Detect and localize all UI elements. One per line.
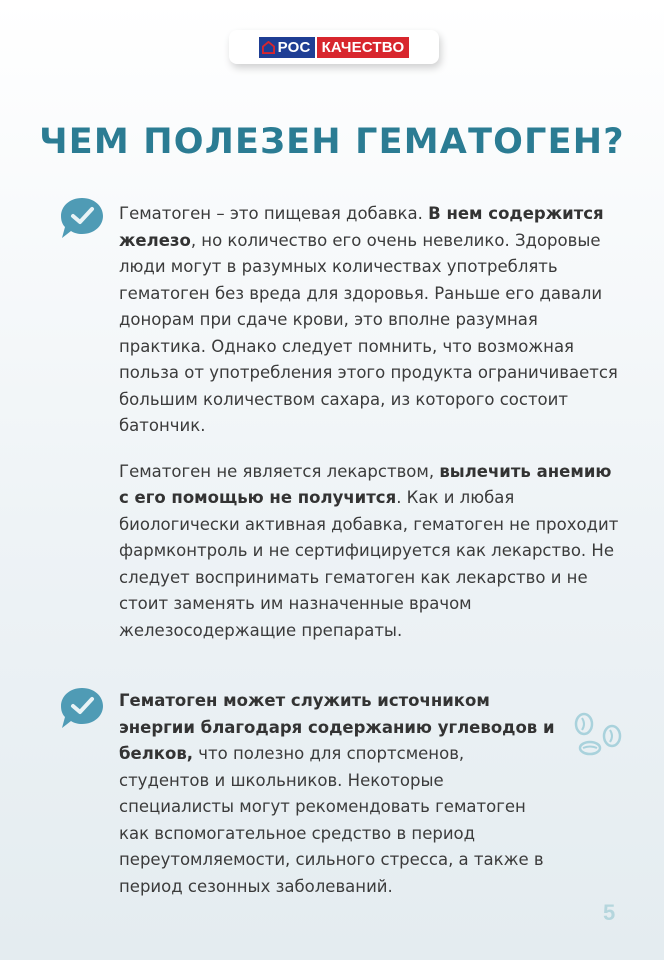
paragraph-1 [119,201,619,440]
page-number: 5 [603,900,616,925]
p1-text-c: , но количество его очень невелико. Здоровые люди могут в разумных количествах употреблять гематоген без вреда для здоровья. Раньше его давали донорам при сдаче крови, это вполне разумная практика. Однако следует помнить, что возможная польза от употребления этого продукта ограничивается большим количеством сахара, из которого состоит батончик. [119,230,618,435]
block-2 [119,688,559,900]
p2-text-c: . Как и любая биологически активная добавка, гематоген не проходит фармконтроль и не сертифицируется как лекарство. Не следует воспринимать гематоген как лекарство и не стоит заменять им назначенные врачом железосодержащие препараты. [119,488,619,640]
house-icon [262,41,275,54]
p1-bold: В нем содержится железо [119,204,604,250]
paragraph-2 [119,459,619,645]
p1-text-a: Гематоген – это пищевая добавка. [119,204,429,223]
logo-ros-block [259,37,315,58]
logo-kachestvo-text: КАЧЕСТВО [321,38,405,56]
p2-text-a: Гематоген не является лекарством, [119,461,440,481]
paragraph-3 [119,688,559,900]
pills-icon [568,712,624,760]
roskachestvo-logo [229,30,439,64]
block-1 [119,201,619,644]
logo-kachestvo-block [317,37,410,58]
p3-bold: Гематоген может служить источником энергии благодаря содержанию углеводов и белков, [119,691,555,763]
logo-ros-text: РОС [277,38,311,56]
checkmark-bubble-icon [57,684,107,734]
page-title: ЧЕМ ПОЛЕЗЕН ГЕМАТОГЕН? [39,122,625,162]
checkmark-bubble-icon [57,194,107,244]
p3-text-c: что полезно для спортсменов, студентов и школьников. Некоторые специалисты могут рекомендовать гематоген как вспомогательное средство в период переутомляемости, сильного стресса, а также в период сезонных заболеваний. [119,744,544,896]
p2-bold: вылечить анемию с его помощью не получится [119,461,612,507]
